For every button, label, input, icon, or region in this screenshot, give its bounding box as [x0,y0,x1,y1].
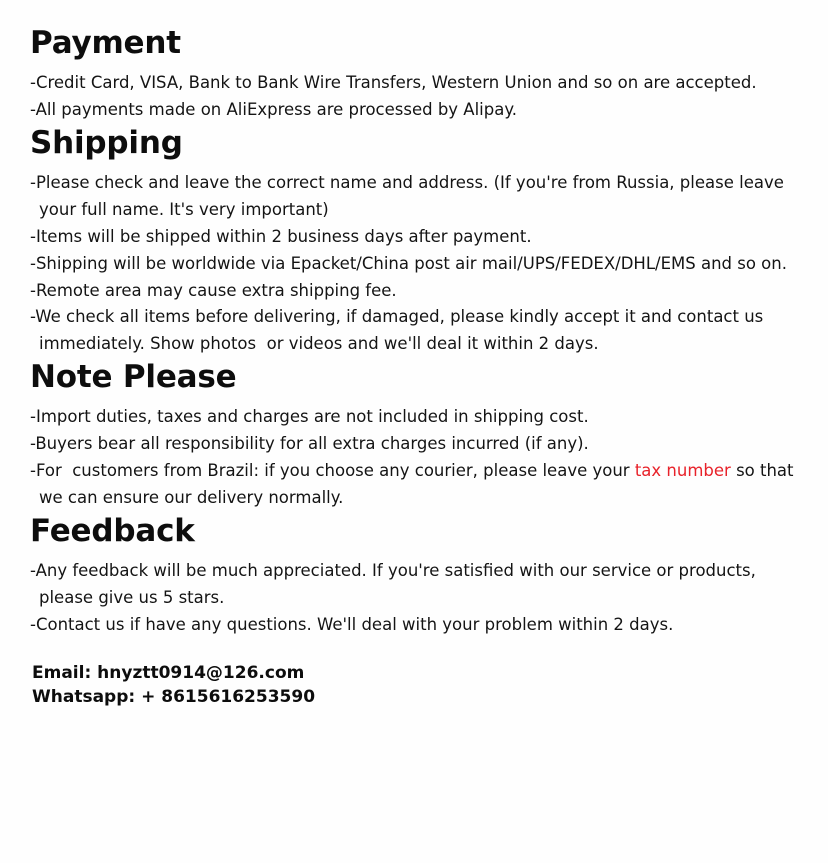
contact-whatsapp[interactable]: Whatsapp: + 8615616253590 [32,687,316,708]
feedback-lines [30,558,798,639]
list-item: -Shipping will be worldwide via Epacket/China post air mail/UPS/FEDEX/DHL/EMS and so on. [30,253,787,273]
payment-heading: Payment [30,25,181,61]
list-item: -All payments made on AliExpress are processed by Alipay. [30,99,517,119]
section-note-please [30,360,798,512]
list-item: -We check all items before delivering, if damaged, please kindly accept it and contact us immediately. Show photos or videos and we'll deal it within 2 days. [30,307,769,354]
note-please-lines [30,404,798,512]
highlighted-term: tax number [634,461,731,481]
feedback-heading: Feedback [30,512,195,549]
note-please-heading: Note Please [30,359,237,396]
payment-lines [30,70,798,124]
shipping-heading: Shipping [30,124,183,161]
list-item: -Import duties, taxes and charges are not included in shipping cost. [30,407,589,427]
list-item: -Remote area may cause extra shipping fee. [30,280,397,300]
section-payment [30,26,798,124]
section-shipping [30,126,798,358]
list-item: -Please check and leave the correct name and address. (If you're from Russia, please leave your full name. It's very important) [30,172,790,219]
list-item: -Contact us if have any questions. We'll deal with your problem within 2 days. [30,614,674,634]
list-item: -Credit Card, VISA, Bank to Bank Wire Transfers, Western Union and so on are accepted. [30,73,757,93]
contact-email[interactable]: Email: hnyztt0914@126.com [32,662,305,683]
shipping-lines [30,170,798,358]
list-item: -Items will be shipped within 2 business days after payment. [30,226,532,246]
list-item-mixed: -For customers from Brazil: if you choose any courier, please leave your tax number so that we can ensure our delivery normally. [30,461,799,507]
contact-block [32,661,798,710]
section-feedback [30,514,798,639]
list-item: -Any feedback will be much appreciated. If you're satisfied with our service or products, please give us 5 stars. [30,560,762,607]
list-item: -Buyers bear all responsibility for all extra charges incurred (if any). [30,434,589,454]
